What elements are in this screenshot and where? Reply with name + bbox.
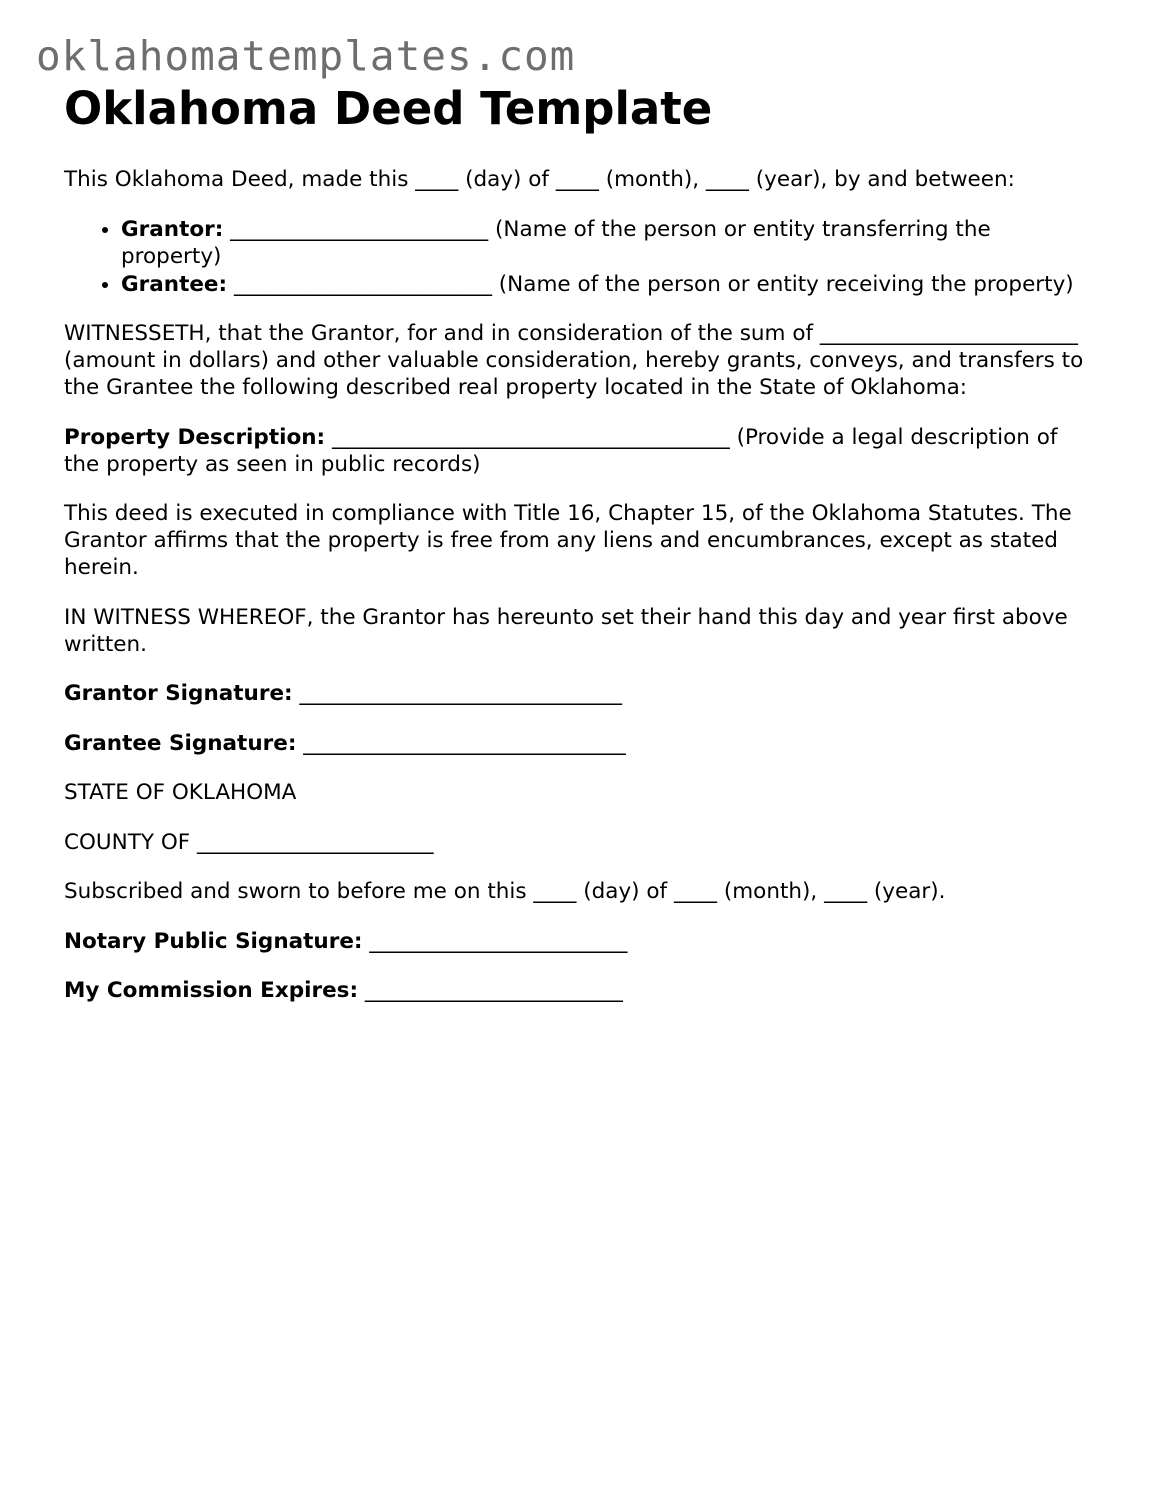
party-grantor [121, 216, 1094, 270]
intro-day-label: (day) of [465, 167, 549, 192]
in-witness-paragraph: IN WITNESS WHEREOF, the Grantor has hereunto set their hand this day and year first above written. [64, 604, 1068, 657]
county-label: COUNTY OF [64, 829, 191, 855]
property-description-label: Property Description: [64, 424, 326, 450]
commission-expires-label: My Commission Expires: [64, 978, 359, 1003]
intro-paragraph [64, 166, 1094, 193]
subscribed-paragraph [64, 878, 1094, 905]
grantor-signature-label: Grantor Signature: [64, 681, 293, 706]
notary-signature-line [64, 928, 1094, 955]
intro-year-label: (year), by and between: [755, 167, 1015, 192]
compliance-paragraph: This deed is executed in compliance with Title 16, Chapter 15, of the Oklahoma Statutes. The Grantor affirms that the property is free from any liens and encumbrances, except as stated herein. [64, 501, 1072, 580]
grantor-signature-line [64, 680, 1094, 707]
grantee-signature-label: Grantee Signature: [64, 730, 297, 756]
subscribed-month-blank[interactable]: ____ [673, 879, 717, 904]
subscribed-lead: Subscribed and sworn to before me on this [64, 879, 527, 904]
page-title: Oklahoma Deed Template [64, 82, 713, 135]
subscribed-year-blank[interactable]: ____ [824, 879, 868, 904]
grantor-blank[interactable]: ________________________ [230, 216, 489, 242]
witnesseth-paragraph [64, 320, 1094, 401]
grantee-note: (Name of the person or entity receiving the property) [498, 271, 1074, 297]
grantee-label: Grantee: [121, 271, 228, 297]
intro-lead: This Oklahoma Deed, made this [64, 167, 409, 192]
subscribed-day-blank[interactable]: ____ [533, 879, 577, 904]
party-grantee [121, 271, 1094, 298]
document-body [64, 166, 1094, 1027]
state-line: STATE OF OKLAHOMA [64, 780, 297, 805]
property-description-paragraph [64, 424, 1094, 478]
commission-expires-blank[interactable]: ________________________ [364, 978, 623, 1003]
property-description-note: (Provide a legal description of the property as seen in public records) [64, 424, 1058, 477]
watermark: oklahomatemplates.com [36, 32, 576, 80]
intro-month-blank[interactable]: ____ [555, 167, 599, 192]
grantor-signature-blank[interactable]: ______________________________ [299, 681, 622, 706]
grantee-signature-line [64, 730, 1094, 757]
subscribed-day-label: (day) of [583, 879, 668, 904]
intro-day-blank[interactable]: ____ [415, 167, 459, 192]
witnesseth-lead: WITNESSETH, that the Grantor, for and in consideration of the sum of [64, 321, 814, 346]
grantee-blank[interactable]: ________________________ [233, 271, 492, 297]
grantor-note: (Name of the person or entity transferring the property) [121, 216, 991, 269]
intro-year-blank[interactable]: ____ [705, 167, 749, 192]
county-line [64, 829, 1094, 856]
county-blank[interactable]: ______________________ [197, 829, 434, 855]
grantee-signature-blank[interactable]: ______________________________ [303, 730, 626, 756]
subscribed-year-label: (year). [873, 879, 946, 904]
subscribed-month-label: (month), [723, 879, 818, 904]
parties-list [64, 216, 1094, 298]
notary-signature-label: Notary Public Signature: [64, 928, 363, 954]
witnesseth-rest: (amount in dollars) and other valuable consideration, hereby grants, conveys, and transfers to the Grantee the following described real property located in the State of Oklahoma: [64, 348, 1084, 400]
property-description-blank[interactable]: _____________________________________ [331, 424, 730, 450]
commission-expires-line [64, 977, 1094, 1004]
notary-signature-blank[interactable]: ________________________ [369, 928, 628, 954]
consideration-amount-blank[interactable]: ________________________ [819, 321, 1078, 346]
grantor-label: Grantor: [121, 216, 224, 242]
intro-month-label: (month), [605, 167, 700, 192]
